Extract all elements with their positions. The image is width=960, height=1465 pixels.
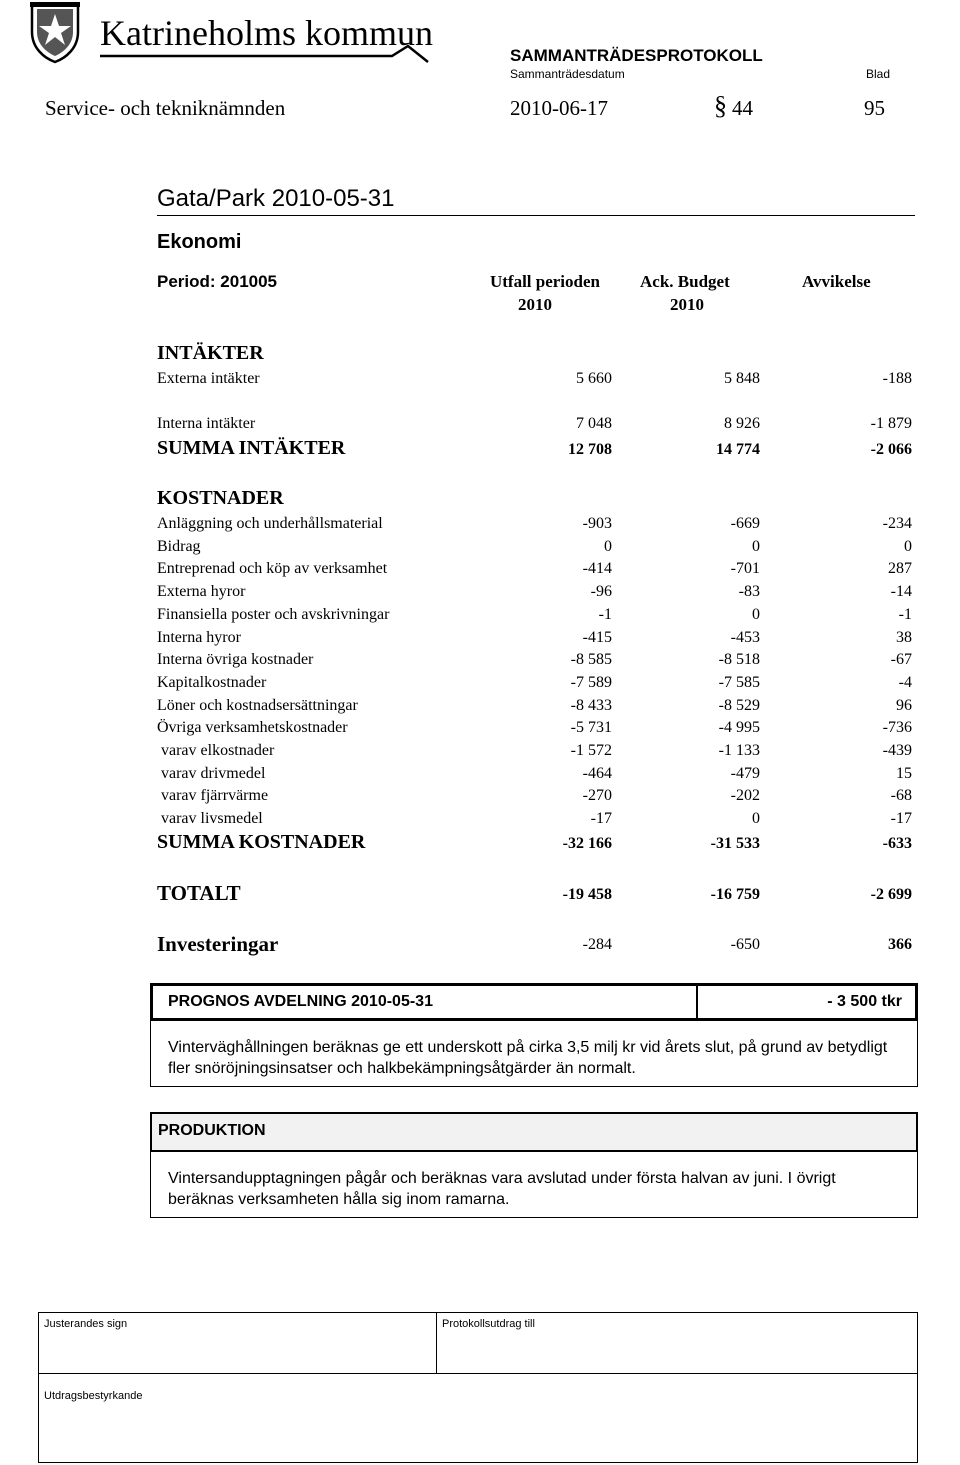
- doc-type: SAMMANTRÄDESPROTOKOLL: [510, 46, 763, 65]
- row-value-budget: -479: [730, 765, 760, 782]
- row-value-utfall: -414: [582, 560, 612, 577]
- sum-kostnader-budget: -31 533: [710, 835, 760, 852]
- row-value-avvikelse: -188: [882, 370, 912, 387]
- committee-name: Service- och tekniknämnden: [45, 96, 286, 120]
- row-label: Externa intäkter: [157, 370, 260, 387]
- row-value-utfall: -415: [582, 629, 612, 646]
- row-value-avvikelse: -17: [890, 810, 912, 827]
- row-label: Interna intäkter: [157, 415, 256, 432]
- investeringar-avvikelse: 366: [888, 936, 912, 953]
- meeting-date: 2010-06-17: [510, 96, 608, 120]
- row-value-avvikelse: -736: [882, 719, 912, 736]
- row-value-budget: -669: [730, 515, 760, 532]
- totalt-avvikelse: -2 699: [870, 886, 912, 903]
- row-value-budget: 8 926: [724, 415, 760, 432]
- row-value-avvikelse: -14: [890, 583, 912, 600]
- row-value-budget: -8 518: [718, 651, 760, 668]
- logo-swoosh-icon: [92, 40, 442, 64]
- sum-kostnader-avvikelse: -633: [882, 835, 912, 852]
- row-value-utfall: -7 589: [570, 674, 612, 691]
- produktion-heading: PRODUKTION: [158, 1122, 266, 1139]
- row-value-avvikelse: -234: [882, 515, 912, 532]
- row-value-avvikelse: 15: [896, 765, 912, 782]
- sum-kostnader-utfall: -32 166: [562, 835, 612, 852]
- row-label: varav drivmedel: [161, 765, 266, 782]
- org-name: Katrineholms kommun: [100, 13, 433, 53]
- row-label: Kapitalkostnader: [157, 674, 267, 691]
- col-head-avvikelse: Avvikelse: [802, 272, 871, 291]
- municipal-crest-icon: [28, 2, 82, 64]
- investeringar-utfall: -284: [582, 936, 612, 953]
- row-value-utfall: 7 048: [576, 415, 612, 432]
- row-value-budget: -701: [730, 560, 760, 577]
- row-value-utfall: -8 585: [570, 651, 612, 668]
- row-value-budget: -4 995: [718, 719, 760, 736]
- row-value-avvikelse: 96: [896, 697, 912, 714]
- period-label: Period: 201005: [157, 272, 278, 291]
- row-label: varav livsmedel: [161, 810, 263, 827]
- row-label: Övriga verksamhetskostnader: [157, 719, 348, 736]
- paragraph-number: 44: [732, 96, 753, 120]
- totalt-label: TOTALT: [157, 881, 241, 905]
- investeringar-label: Investeringar: [157, 932, 279, 956]
- row-value-budget: -1 133: [718, 742, 760, 759]
- label-page: Blad: [866, 67, 891, 81]
- row-value-avvikelse: -1 879: [870, 415, 912, 432]
- row-value-avvikelse: -4: [898, 674, 912, 691]
- row-value-utfall: -903: [582, 515, 612, 532]
- page-number: 95: [864, 96, 885, 120]
- row-label: Finansiella poster och avskrivningar: [157, 606, 390, 623]
- row-value-budget: 0: [752, 810, 760, 827]
- row-value-budget: -7 585: [718, 674, 760, 691]
- sign-label-utdragsbestyrkande: Utdragsbestyrkande: [44, 1390, 143, 1402]
- sum-intakter-utfall: 12 708: [568, 441, 612, 458]
- row-value-avvikelse: 287: [888, 560, 912, 577]
- row-value-avvikelse: -439: [882, 742, 912, 759]
- row-value-utfall: -8 433: [570, 697, 612, 714]
- row-label: varav fjärrvärme: [161, 787, 269, 804]
- sign-label-justerandes: Justerandes sign: [44, 1318, 128, 1330]
- label-date: Sammanträdesdatum: [510, 67, 625, 81]
- prognos-text: Vinterväghållningen beräknas ge ett underskott på cirka 3,5 milj kr vid årets slut, på grund av betydligt fler snöröjningsinsatser och halkbekämpningsåtgärder än normalt.: [168, 1039, 888, 1077]
- row-value-budget: -83: [738, 583, 760, 600]
- title-rule: [157, 215, 915, 216]
- row-label: Entreprenad och köp av verksamhet: [157, 560, 388, 577]
- totalt-budget: -16 759: [710, 886, 760, 903]
- row-value-utfall: 5 660: [576, 370, 612, 387]
- kostnader-heading: KOSTNADER: [157, 487, 284, 509]
- row-value-utfall: -17: [590, 810, 612, 827]
- row-value-budget: 0: [752, 538, 760, 555]
- row-value-avvikelse: -68: [890, 787, 912, 804]
- row-value-budget: -8 529: [718, 697, 760, 714]
- row-value-avvikelse: 0: [904, 538, 912, 555]
- sum-kostnader-label: SUMMA KOSTNADER: [157, 831, 366, 853]
- row-value-utfall: -96: [590, 583, 612, 600]
- col-year-budget: 2010: [670, 295, 704, 314]
- row-label: Anläggning och underhållsmaterial: [157, 515, 383, 532]
- row-label: Interna hyror: [157, 629, 241, 646]
- section-title: Ekonomi: [157, 231, 242, 253]
- col-head-utfall: Utfall perioden: [489, 272, 600, 291]
- prognos-value: - 3 500 tkr: [827, 993, 902, 1010]
- sum-intakter-budget: 14 774: [716, 441, 760, 458]
- row-value-budget: 5 848: [724, 370, 760, 387]
- intakter-heading: INTÄKTER: [157, 342, 264, 364]
- produktion-text: Vintersandupptagningen pågår och beräknas vara avslutad under första halvan av juni. I övrigt beräknas verksamheten hålla sig inom ramarna.: [168, 1170, 836, 1208]
- row-value-utfall: 0: [604, 538, 612, 555]
- row-label: Löner och kostnadsersättningar: [157, 697, 358, 714]
- investeringar-budget: -650: [730, 936, 760, 953]
- row-value-avvikelse: -67: [890, 651, 912, 668]
- row-value-utfall: -464: [582, 765, 612, 782]
- row-value-utfall: -1: [598, 606, 612, 623]
- row-value-budget: -453: [730, 629, 760, 646]
- prognos-heading: PROGNOS AVDELNING 2010-05-31: [168, 993, 433, 1010]
- row-value-budget: 0: [752, 606, 760, 623]
- row-value-avvikelse: 38: [896, 629, 912, 646]
- sum-intakter-label: SUMMA INTÄKTER: [157, 437, 346, 459]
- row-value-utfall: -5 731: [570, 719, 612, 736]
- col-head-budget: Ack. Budget: [640, 272, 730, 291]
- row-label: Externa hyror: [157, 583, 246, 600]
- row-value-budget: -202: [730, 787, 760, 804]
- sign-label-protokollsutdrag: Protokollsutdrag till: [442, 1318, 535, 1330]
- sum-intakter-avvikelse: -2 066: [870, 441, 912, 458]
- totalt-utfall: -19 458: [562, 886, 612, 903]
- prognos-divider: [696, 984, 698, 1020]
- paragraph-symbol: §: [714, 91, 727, 120]
- report-title: Gata/Park 2010-05-31: [157, 185, 395, 212]
- row-value-avvikelse: -1: [898, 606, 912, 623]
- row-value-utfall: -270: [582, 787, 612, 804]
- row-label: Interna övriga kostnader: [157, 651, 314, 668]
- sign-box-utdragsbestyrkande: [38, 1373, 918, 1463]
- row-value-utfall: -1 572: [570, 742, 612, 759]
- row-label: varav elkostnader: [161, 742, 275, 759]
- row-label: Bidrag: [157, 538, 201, 555]
- col-year-utfall: 2010: [518, 295, 552, 314]
